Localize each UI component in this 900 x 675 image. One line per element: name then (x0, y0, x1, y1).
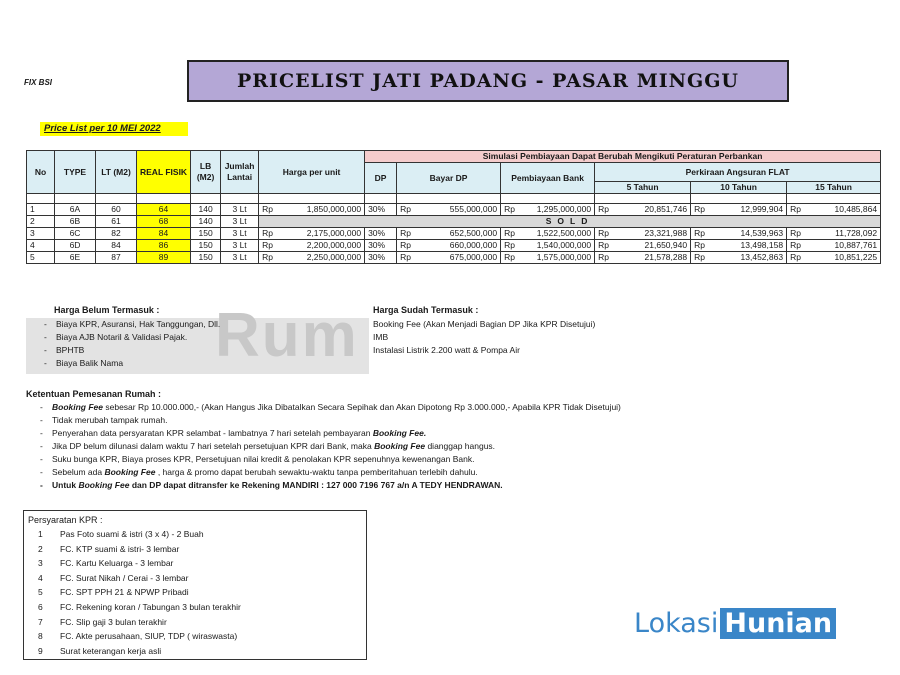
cell-pembiayaan: Rp 1,575,000,000 (501, 252, 595, 264)
persyaratan-item: 2 FC. KTP suami & istri- 3 lembar (38, 543, 180, 554)
ketentuan-item: - Booking Fee sebesar Rp 10.000.000,- (Akan Hangus Jika Dibatalkan Secara Sepihak dan Akan Dipotong Rp 3.000.000,- Apabila KPR Tidak Disetujui) (40, 402, 621, 412)
cell-bayar-dp: Rp 652,500,000 (397, 228, 501, 240)
cell-angsuran-15: Rp 10,485,864 (787, 204, 881, 216)
table-row (27, 240, 881, 252)
ketentuan-section (26, 389, 621, 492)
persyaratan-item: 5 FC. SPT PPH 21 & NPWP Pribadi (38, 587, 189, 598)
cell-harga: Rp 1,850,000,000 (259, 204, 365, 216)
col-harga: Harga per unit (259, 151, 365, 194)
col-pembiayaan: Pembiayaan Bank (501, 163, 595, 194)
cell-harga: Rp 2,200,000,000 (259, 240, 365, 252)
harga-belum-item: - Biaya AJB Notaril & Validasi Pajak. (44, 332, 188, 342)
cell-type: 6E (55, 252, 96, 264)
price-table (26, 150, 881, 264)
cell-lt: 82 (96, 228, 137, 240)
cell-angsuran-5: Rp 23,321,988 (595, 228, 691, 240)
cell-lantai: 3 Lt (221, 204, 259, 216)
cell-lantai: 3 Lt (221, 228, 259, 240)
col-bayar-dp: Bayar DP (397, 163, 501, 194)
persyaratan-item: 6 FC. Rekening koran / Tabungan 3 bulan terakhir (38, 601, 241, 612)
angsuran-header: Perkiraan Angsuran FLAT (595, 163, 881, 182)
harga-belum-section (40, 305, 220, 370)
ketentuan-title: Ketentuan Pemesanan Rumah : (26, 389, 162, 399)
cell-real-fisik: 86 (137, 240, 191, 252)
cell-angsuran-10: Rp 13,452,863 (691, 252, 787, 264)
sold-cell: SOLD (259, 216, 881, 228)
cell-lantai: 3 Lt (221, 252, 259, 264)
cell-pembiayaan: Rp 1,522,500,000 (501, 228, 595, 240)
cell-type: 6A (55, 204, 96, 216)
persyaratan-item: 1 Pas Foto suami & istri (3 x 4) - 2 Buah (38, 529, 204, 539)
table-row (27, 204, 881, 216)
col-jumlah-lantai: Jumlah Lantai (221, 151, 259, 194)
cell-angsuran-15: Rp 11,728,092 (787, 228, 881, 240)
cell-lt: 87 (96, 252, 137, 264)
col-real-fisik: REAL FISIK (137, 151, 191, 194)
cell-angsuran-5: Rp 21,650,940 (595, 240, 691, 252)
table-row (27, 252, 881, 264)
col-lb: LB (M2) (191, 151, 221, 194)
cell-lb: 150 (191, 252, 221, 264)
cell-harga: Rp 2,250,000,000 (259, 252, 365, 264)
cell-bayar-dp: Rp 660,000,000 (397, 240, 501, 252)
col-no: No (27, 151, 55, 194)
lokasihunian-logo (634, 606, 836, 640)
harga-sudah-item: Booking Fee (Akan Menjadi Bagian DP Jika KPR Disetujui) (373, 319, 596, 329)
harga-belum-title: Harga Belum Termasuk : (54, 305, 160, 315)
cell-no: 3 (27, 228, 55, 240)
persyaratan-item: 4 FC. Surat Nikah / Cerai - 3 lembar (38, 572, 189, 583)
cell-bayar-dp: Rp 675,000,000 (397, 252, 501, 264)
cell-real-fisik: 64 (137, 204, 191, 216)
cell-dp: 30% (365, 228, 397, 240)
harga-sudah-item: IMB (373, 332, 389, 342)
persyaratan-item: 3 FC. Kartu Keluarga - 3 lembar (38, 558, 174, 569)
cell-type: 6B (55, 216, 96, 228)
cell-angsuran-10: Rp 14,539,963 (691, 228, 787, 240)
cell-no: 1 (27, 204, 55, 216)
harga-belum-item: - BPHTB (44, 345, 85, 355)
cell-no: 5 (27, 252, 55, 264)
cell-real-fisik: 89 (137, 252, 191, 264)
table-row (27, 216, 881, 228)
cell-type: 6C (55, 228, 96, 240)
cell-angsuran-15: Rp 10,887,761 (787, 240, 881, 252)
persyaratan-box (23, 510, 367, 660)
harga-sudah-item: Instalasi Listrik 2.200 watt & Pompa Air (373, 345, 520, 355)
cell-dp: 30% (365, 204, 397, 216)
cell-no: 4 (27, 240, 55, 252)
page-title: PRICELIST JATI PADANG - PASAR MINGGU (236, 70, 740, 92)
cell-lt: 61 (96, 216, 137, 228)
cell-lb: 140 (191, 216, 221, 228)
persyaratan-title: Persyaratan KPR : (28, 515, 103, 525)
ketentuan-item: - Sebelum ada Booking Fee , harga & promo dapat berubah sewaktu-waktu tanpa pemberitahuan terlebih dahulu. (40, 467, 478, 477)
col-5-tahun: 5 Tahun (595, 182, 691, 194)
cell-type: 6D (55, 240, 96, 252)
ketentuan-item: - Suku bunga KPR, Biaya proses KPR, Persetujuan nilai kredit & penolakan KPR sepenuhnya kewenangan Bank. (40, 454, 475, 464)
cell-lantai: 3 Lt (221, 216, 259, 228)
cell-lb: 140 (191, 204, 221, 216)
harga-belum-item: - Biaya KPR, Asuransi, Hak Tanggungan, Dll. (44, 319, 221, 329)
ketentuan-item: - Tidak merubah tampak rumah. (40, 415, 168, 425)
cell-angsuran-5: Rp 20,851,746 (595, 204, 691, 216)
cell-lb: 150 (191, 240, 221, 252)
ketentuan-item: - Jika DP belum dilunasi dalam waktu 7 hari setelah persetujuan KPR dari Bank, maka Booking Fee dianggap hangus. (40, 441, 496, 451)
watermark-text: Rum (215, 301, 359, 370)
col-dp: DP (365, 163, 397, 194)
simulasi-header: Simulasi Pembiayaan Dapat Berubah Mengikuti Peraturan Perbankan (365, 151, 881, 163)
logo-text-hunian: Hunian (720, 608, 836, 639)
cell-lt: 84 (96, 240, 137, 252)
cell-lantai: 3 Lt (221, 240, 259, 252)
cell-angsuran-15: Rp 10,851,225 (787, 252, 881, 264)
col-10-tahun: 10 Tahun (691, 182, 787, 194)
page-title-box (187, 60, 789, 102)
cell-pembiayaan: Rp 1,540,000,000 (501, 240, 595, 252)
col-15-tahun: 15 Tahun (787, 182, 881, 194)
cell-lb: 150 (191, 228, 221, 240)
cell-dp: 30% (365, 240, 397, 252)
col-type: TYPE (55, 151, 96, 194)
ketentuan-item: - Penyerahan data persyaratan KPR selambat - lambatnya 7 hari setelah pembayaran Booking Fee. (40, 428, 427, 438)
price-list-date: Price List per 10 MEI 2022 (40, 122, 188, 136)
persyaratan-item: 7 FC. Slip gaji 3 bulan terakhir (38, 616, 167, 627)
logo-text-lokasi: Lokasi (634, 607, 719, 639)
cell-bayar-dp: Rp 555,000,000 (397, 204, 501, 216)
cell-lt: 60 (96, 204, 137, 216)
cell-dp: 30% (365, 252, 397, 264)
cell-angsuran-10: Rp 13,498,158 (691, 240, 787, 252)
ketentuan-item: - Untuk Booking Fee dan DP dapat ditransfer ke Rekening MANDIRI : 127 000 7196 767 a/n A TEDY HENDRAWAN. (40, 480, 503, 490)
harga-sudah-title: Harga Sudah Termasuk : (373, 305, 479, 315)
table-spacer-row (27, 194, 881, 204)
cell-real-fisik: 68 (137, 216, 191, 228)
persyaratan-item: 9 Surat keterangan kerja asli (38, 645, 162, 656)
cell-real-fisik: 84 (137, 228, 191, 240)
cell-pembiayaan: Rp 1,295,000,000 (501, 204, 595, 216)
col-lt: LT (M2) (96, 151, 137, 194)
cell-angsuran-5: Rp 21,578,288 (595, 252, 691, 264)
harga-sudah-section (373, 305, 595, 357)
cell-angsuran-10: Rp 12,999,904 (691, 204, 787, 216)
cell-no: 2 (27, 216, 55, 228)
cell-harga: Rp 2,175,000,000 (259, 228, 365, 240)
persyaratan-item: 8 FC. Akte perusahaan, SIUP, TDP ( wiraswasta) (38, 631, 238, 642)
harga-belum-item: - Biaya Balik Nama (44, 358, 124, 368)
fix-bsi-label: FIX BSI (24, 78, 53, 87)
table-row (27, 228, 881, 240)
